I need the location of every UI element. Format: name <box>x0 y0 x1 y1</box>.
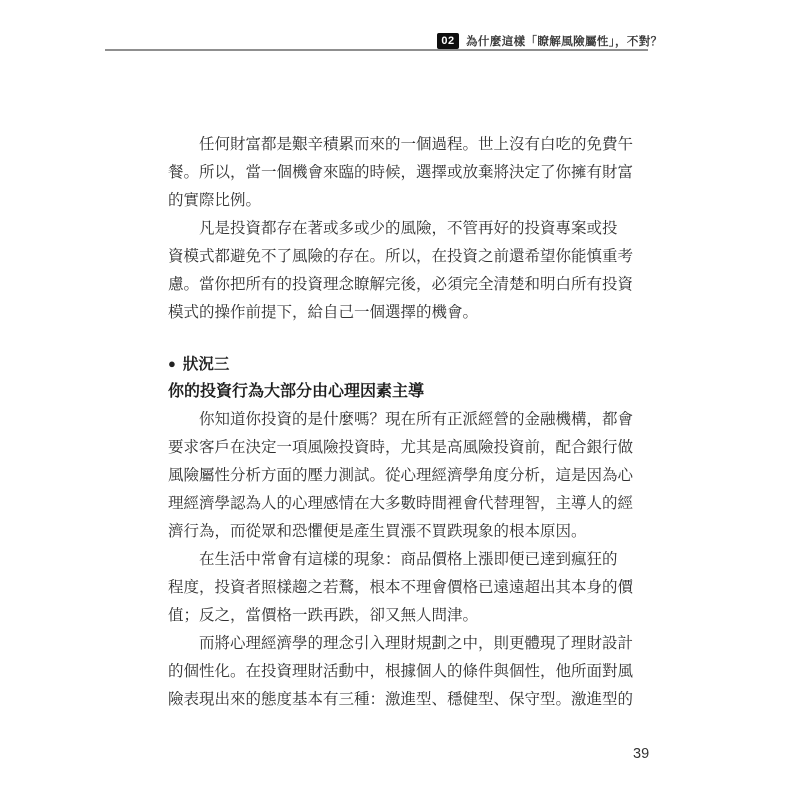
text-line: 餐。所以，當一個機會來臨的時候，選擇或放棄將決定了你擁有財富 <box>168 164 634 181</box>
text-line: 資模式都避免不了風險的存在。所以，在投資之前還希望你能慎重考 <box>168 248 634 265</box>
text-line: 慮。當你把所有的投資理念瞭解完後，必須完全清楚和明白所有投資 <box>168 276 634 293</box>
body-text <box>168 131 634 714</box>
text-line: 理經濟學認為人的心理感情在大多數時間裡會代替理智，主導人的經 <box>168 495 634 512</box>
text-line: 你知道你投資的是什麼嗎？現在所有正派經營的金融機構，都會 <box>199 411 634 428</box>
running-header <box>437 32 663 49</box>
sub-heading: 你的投資行為大部分由心理因素主導 <box>168 383 425 400</box>
section-marker <box>168 352 634 378</box>
paragraph-spacer <box>168 327 634 352</box>
text-line: 的個性化。在投資理財活動中，根據個人的條件與個性，他所面對風 <box>168 663 634 680</box>
section-marker-label: 狀況三 <box>182 356 230 373</box>
text-line: 模式的操作前提下，給自己一個選擇的機會。 <box>168 304 479 321</box>
page-number: 39 <box>633 746 650 762</box>
text-line: 凡是投資都存在著或多或少的風險，不管再好的投資專案或投 <box>199 220 618 237</box>
text-line: 險表現出來的態度基本有三種：激進型、穩健型、保守型。激進型的 <box>168 691 634 708</box>
text-line: 要求客戶在決定一項風險投資時，尤其是高風險投資前，配合銀行做 <box>168 439 634 456</box>
text-line: 而將心理經濟學的理念引入理財規劃之中，則更體現了理財設計 <box>199 635 634 652</box>
text-line: 的實際比例。 <box>168 192 262 209</box>
text-line: 風險屬性分析方面的壓力測試。從心理經濟學角度分析，這是因為心 <box>168 467 634 484</box>
text-line: 程度，投資者照樣趨之若鶩，根本不理會價格已遠遠超出其本身的價 <box>168 579 634 596</box>
chapter-number-badge: 02 <box>437 33 459 49</box>
chapter-title: 為什麼這樣「瞭解風險屬性」，不對？ <box>466 35 663 48</box>
bullet-icon: ● <box>168 356 176 371</box>
text-line: 任何財富都是艱辛積累而來的一個過程。世上沒有白吃的免費午 <box>199 136 634 153</box>
text-line: 濟行為，而從眾和恐懼便是產生買漲不買跌現象的根本原因。 <box>168 523 587 540</box>
text-line: 在生活中常會有這樣的現象：商品價格上漲即便已達到瘋狂的 <box>199 551 618 568</box>
text-line: 值；反之，當價格一跌再跌，卻又無人問津。 <box>168 607 479 624</box>
header-rule <box>105 49 648 51</box>
